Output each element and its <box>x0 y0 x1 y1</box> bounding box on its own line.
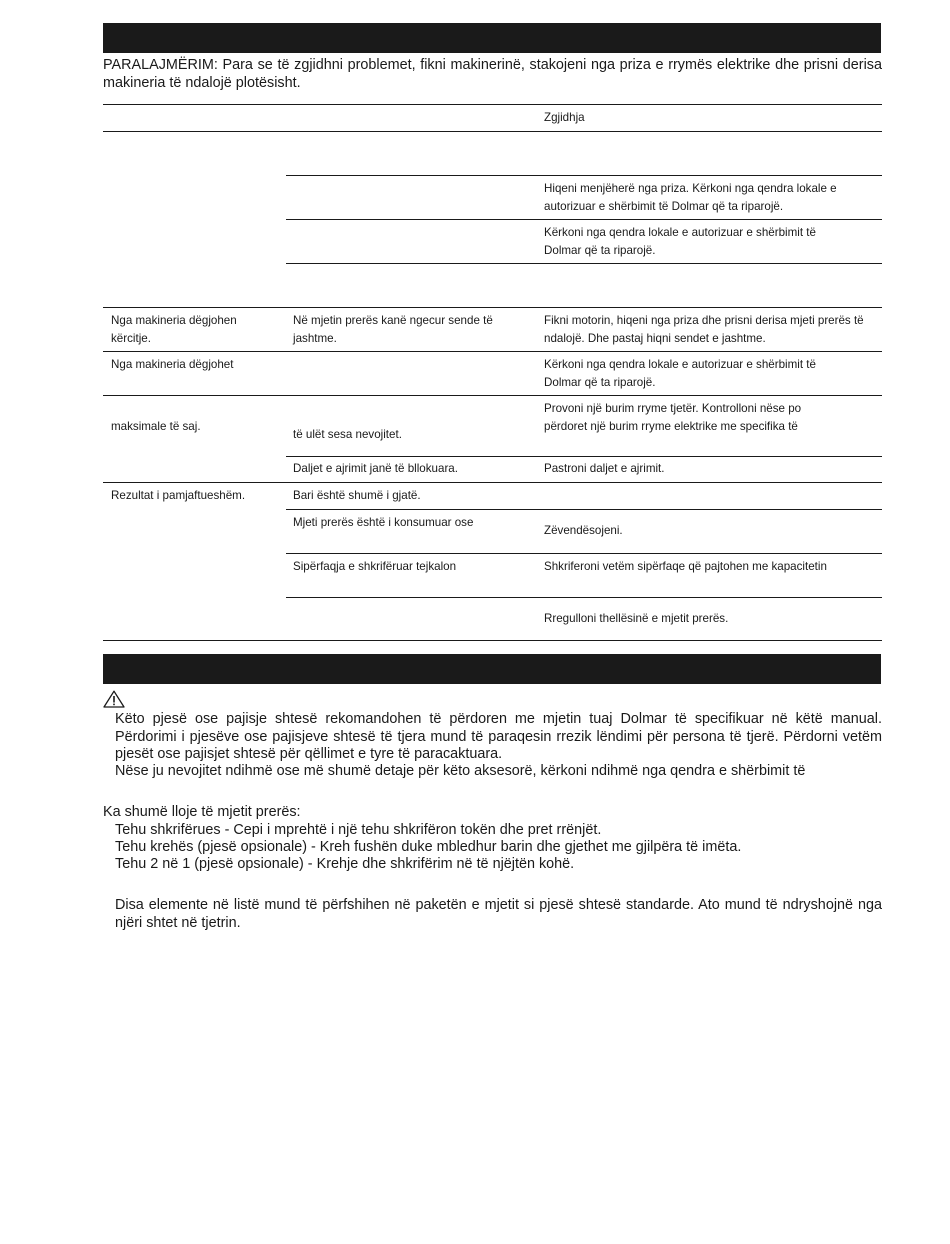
table-rule <box>103 307 882 308</box>
table-cell-problem: maksimale të saj. <box>111 420 201 433</box>
table-cell-solution: Zëvendësojeni. <box>544 524 623 537</box>
table-cell-cause: të ulët sesa nevojitet. <box>293 428 402 441</box>
table-cell-cause: Mjeti prerës është i konsumuar ose <box>293 516 474 529</box>
warning-paragraph: PARALAJMËRIM: Para se të zgjidhni problemet, fikni makinerinë, stakojeni nga priza e rrymës elektrike dhe prisni derisa makineria të ndalojë plotësisht. <box>103 57 882 91</box>
table-cell-problem: Rezultat i pamjaftueshëm. <box>111 489 246 502</box>
table-cell-solution: Rregulloni thellësinë e mjetit prerës. <box>544 612 729 625</box>
table-rule <box>103 351 882 352</box>
table-cell-cause: Bari është shumë i gjatë. <box>293 489 421 502</box>
table-rule <box>286 553 882 554</box>
table-cell-solution: Provoni një burim rryme tjetër. Kontrolloni nëse po përdoret një burim rryme elektrike me specifika të <box>544 402 802 433</box>
cutting-tool-type-1: Tehu shkrifërues - Cepi i mprehtë i një tehu shkrifëron tokën dhe pret rrënjët. <box>115 822 602 838</box>
table-cell-solution: Shkriferoni vetëm sipërfaqe që pajtohen me kapacitetin <box>544 560 827 573</box>
table-rule <box>103 131 882 132</box>
table-rule <box>103 640 882 641</box>
table-cell-solution: Kërkoni nga qendra lokale e autorizuar e shërbimit të Dolmar që ta riparojë. <box>544 358 816 389</box>
section-header-bar-accessories <box>103 654 881 684</box>
table-rule <box>286 597 882 598</box>
cutting-tool-types-intro: Ka shumë lloje të mjetit prerës: <box>103 804 301 820</box>
table-cell-solution: Fikni motorin, hiqeni nga priza dhe prisni derisa mjeti prerës të ndalojë. Dhe pastaj hiqni sendet e jashtme. <box>544 314 864 345</box>
table-rule <box>286 263 882 264</box>
table-rule <box>286 219 882 220</box>
table-cell-problem: Nga makineria dëgjohet <box>111 358 234 371</box>
table-cell-cause: Sipërfaqja e shkrifëruar tejkalon <box>293 560 457 573</box>
accessories-note: Disa elemente në listë mund të përfshihen në paketën e mjetit si pjesë shtesë standarde. Ato mund të ndryshojnë nga njëri shtet në tjetrin. <box>115 897 882 931</box>
warning-triangle-icon <box>103 690 125 708</box>
table-cell-cause: Në mjetin prerës kanë ngecur sende të jashtme. <box>293 314 493 345</box>
accessories-paragraph-1: Këto pjesë ose pajisje shtesë rekomandohen të përdoren me mjetin tuaj Dolmar të specifikuar në këtë manual. Përdorimi i pjesëve ose pajisjeve shtesë të tjera mund të paraqesin rrezik lëndimi për persona të tjerë. Përdorni vetëm pjesët ose pajisjet shtesë për qëllimet e tyre të paracaktuara. <box>115 711 882 762</box>
table-rule <box>103 104 882 105</box>
table-header-solution: Zgjidhja <box>544 111 585 124</box>
table-cell-solution: Hiqeni menjëherë nga priza. Kërkoni nga qendra lokale e autorizuar e shërbimit të Dolmar që ta riparojë. <box>544 182 837 213</box>
table-cell-solution: Kërkoni nga qendra lokale e autorizuar e shërbimit të Dolmar që ta riparojë. <box>544 226 816 257</box>
table-rule <box>103 482 882 483</box>
table-rule <box>286 509 882 510</box>
cutting-tool-type-3: Tehu 2 në 1 (pjesë opsionale) - Krehje dhe shkrifërim në të njëjtën kohë. <box>115 856 575 872</box>
table-rule <box>103 395 882 396</box>
table-rule <box>286 175 882 176</box>
table-cell-problem: Nga makineria dëgjohen kërcitje. <box>111 314 237 345</box>
section-header-bar-troubleshooting <box>103 23 881 53</box>
cutting-tool-type-2: Tehu krehës (pjesë opsionale) - Kreh fushën duke mbledhur barin dhe gjethet me gjilpëra të imëta. <box>115 839 742 855</box>
table-rule <box>286 456 882 457</box>
table-cell-cause: Daljet e ajrimit janë të bllokuara. <box>293 462 458 475</box>
accessories-paragraph-2: Nëse ju nevojitet ndihmë ose më shumë detaje për këto aksesorë, kërkoni ndihmë nga qendra e shërbimit të <box>115 763 806 779</box>
table-cell-solution: Pastroni daljet e ajrimit. <box>544 462 665 475</box>
